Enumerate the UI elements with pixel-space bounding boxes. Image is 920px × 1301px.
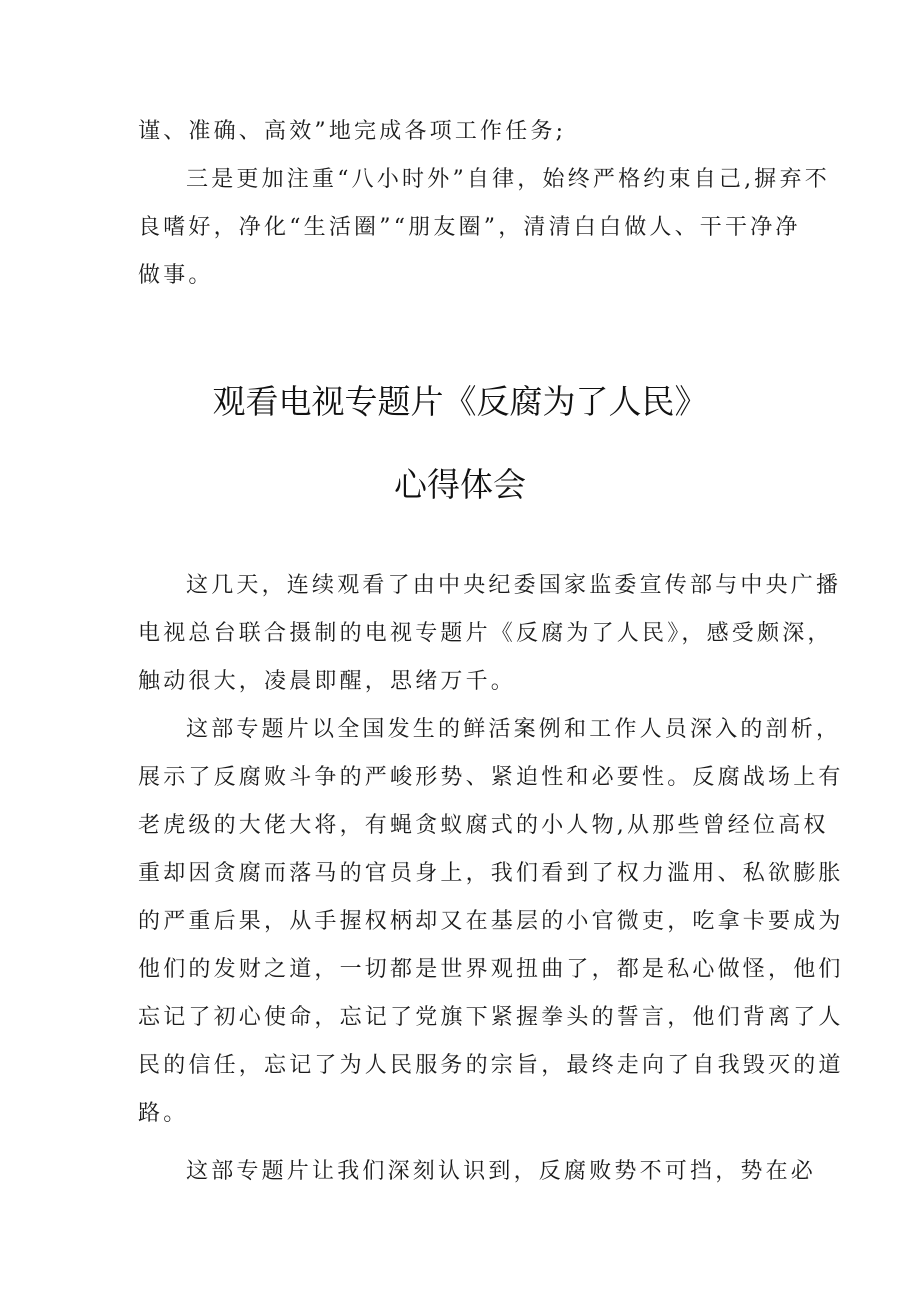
text-line: 重却因贪腐而落马的官员身上，我们看到了权力滥用、私欲膨胀: [138, 861, 844, 886]
text-line: 良嗜好，净化“生活圈”“朋友圈”，清清白白做人、干干净净: [138, 215, 801, 240]
text-line: 民的信任，忘记了为人民服务的宗旨，最终走向了自我毁灭的道: [138, 1053, 844, 1078]
text-line: 触动很大，凌晨即醒，思绪万千。: [138, 669, 517, 694]
text-line: 展示了反腐败斗争的严峻形势、紧迫性和必要性。反腐战场上有: [138, 765, 844, 790]
text-line: 电视总台联合摄制的电视专题片《反腐为了人民》，感受颇深，: [138, 621, 833, 646]
text-line: 路。: [138, 1101, 189, 1126]
text-line: 这部专题片让我们深刻认识到，反腐败势不可挡，势在必: [186, 1159, 817, 1184]
text-line: 老虎级的大佬大将，有蝇贪蚁腐式的小人物,从那些曾经位高权: [138, 813, 829, 838]
text-line: 这部专题片以全国发生的鲜活案例和工作人员深入的剖析，: [186, 717, 842, 742]
text-line: 这几天，连续观看了由中央纪委国家监委宣传部与中央广播: [186, 573, 842, 598]
text-line: 他们的发财之道，一切都是世界观扭曲了，都是私心做怪，他们: [138, 957, 844, 982]
text-line: 的严重后果，从手握权柄却又在基层的小官微吏，吃拿卡要成为: [138, 909, 844, 934]
article-title-line-1: 观看电视专题片《反腐为了人民》: [212, 382, 708, 421]
text-line: 忘记了初心使命，忘记了党旗下紧握拳头的誓言，他们背离了人: [138, 1005, 844, 1030]
text-line: 三是更加注重“八小时外”自律，始终严格约束自己,摒弃不: [186, 167, 830, 192]
article-title-line-2: 心得体会: [394, 465, 526, 504]
text-line: 谨、准确、高效”地完成各项工作任务;: [138, 119, 567, 144]
text-line: 做事。: [138, 263, 214, 288]
